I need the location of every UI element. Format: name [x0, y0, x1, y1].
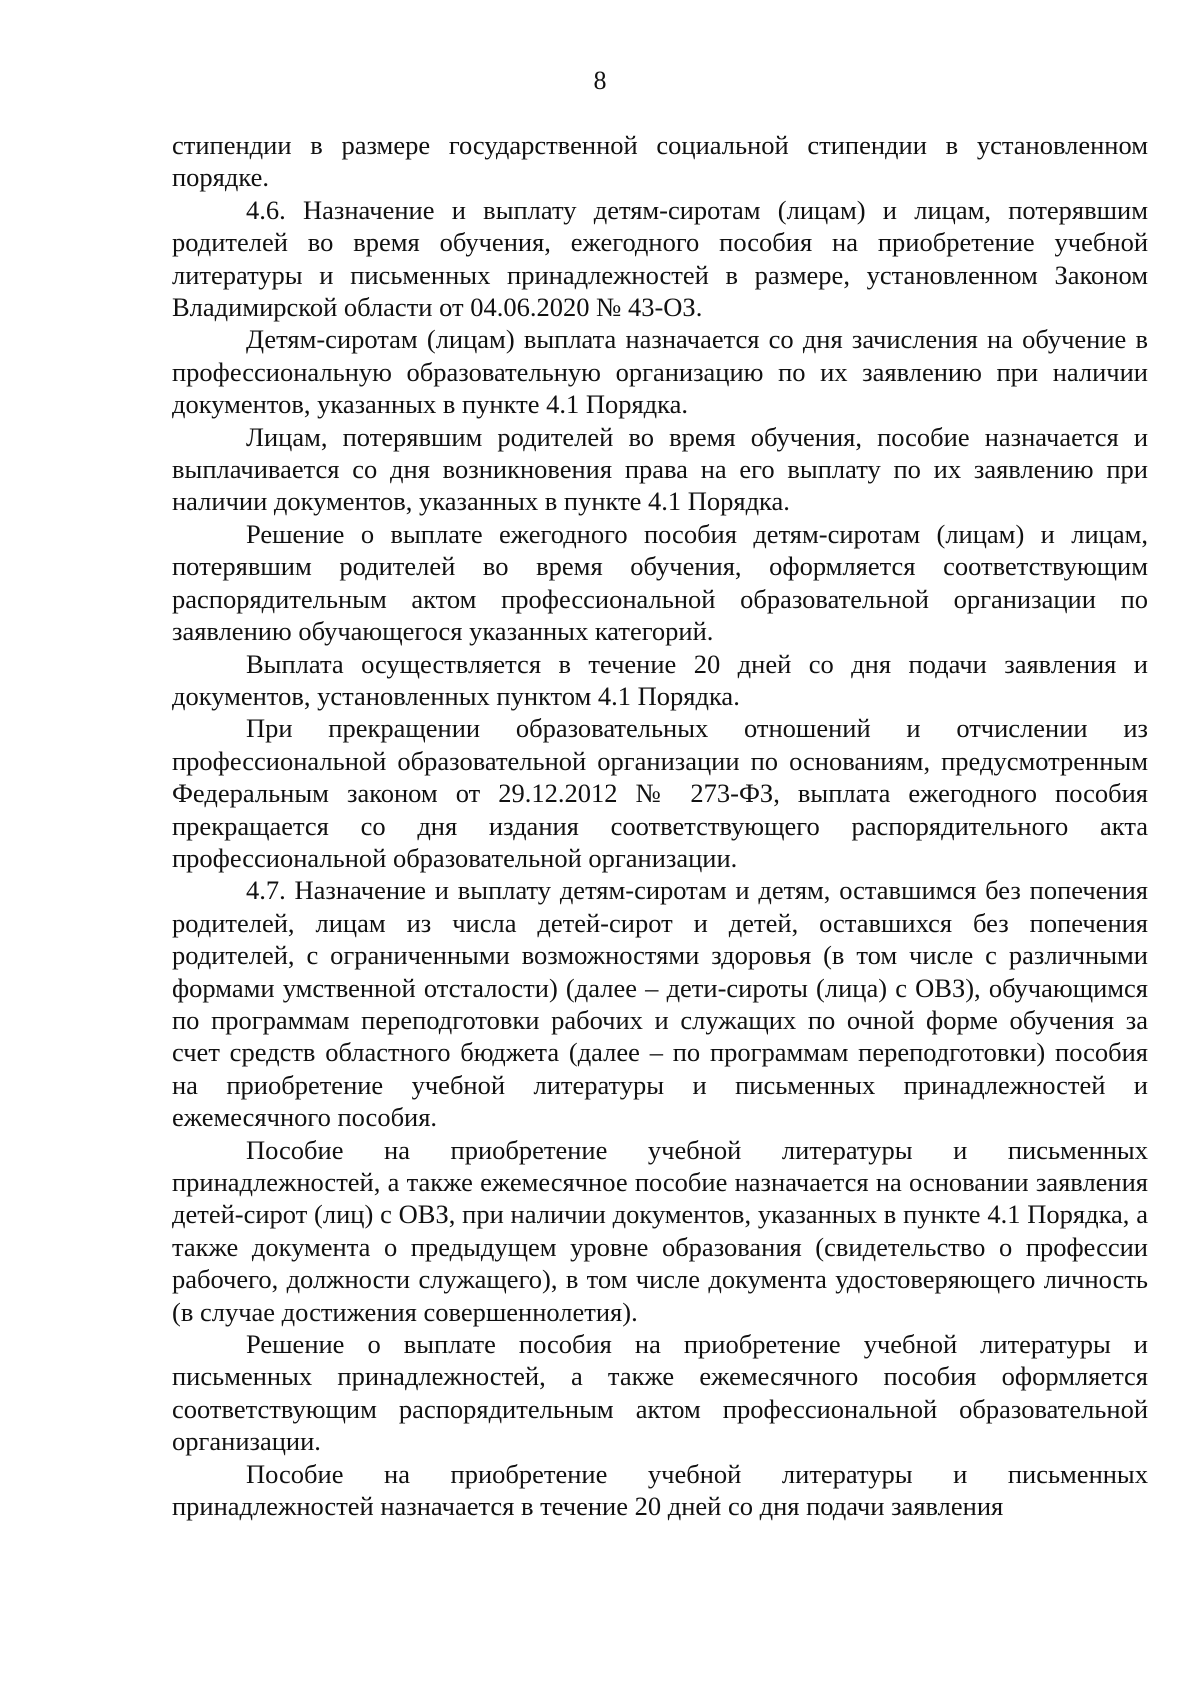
- page-number: 8: [593, 66, 607, 95]
- paragraph-orphans-payment: Детям-сиротам (лицам) выплата назначается со дня зачисления на обучение в профессиональную образовательную организацию по их заявлению при наличии документов, указанных в пункте 4.1 Порядка.: [172, 324, 1148, 420]
- paragraph-payment-decision: Решение о выплате ежегодного пособия детям-сиротам (лицам) и лицам, потерявшим родителей во время обучения, оформляется соответствующим распорядительным актом профессиональной образовательной организации по заявлению обучающегося указанных категорий.: [172, 518, 1148, 647]
- paragraph-payment-termination: При прекращении образовательных отношений и отчислении из профессиональной образовательной организации по основаниям, предусмотренным Федеральным законом от 29.12.2012 № 273-ФЗ, выплата ежегодного пособия прекращается со дня издания соответствующего распорядительного акта профессиональной образовательной организации.: [172, 713, 1148, 873]
- document-body: [172, 129, 1148, 1522]
- paragraph-payment-term: Выплата осуществляется в течение 20 дней со дня подачи заявления и документов, установленных пунктом 4.1 Порядка.: [172, 648, 1148, 711]
- paragraph-allowance-term: Пособие на приобретение учебной литературы и письменных принадлежностей назначается в течение 20 дней со дня подачи заявления: [172, 1458, 1148, 1522]
- paragraph-allowance-basis: Пособие на приобретение учебной литературы и письменных принадлежностей, а также ежемесячное пособие назначается на основании заявления детей-сирот (лиц) с ОВЗ, при наличии документов, указанных в пункте 4.1 Порядка, а также документа о предыдущем уровне образования (свидетельство о профессии рабочего, должности служащего), в том числе документа удостоверяющего личность (в случае достижения совершеннолетия).: [172, 1134, 1148, 1327]
- paragraph-allowance-decision: Решение о выплате пособия на приобретение учебной литературы и письменных принадлежностей, а также ежемесячного пособия оформляется соответствующим распорядительным актом профессиональной образовательной организации.: [172, 1329, 1148, 1457]
- paragraph-clause-4-6: 4.6. Назначение и выплату детям-сиротам (лицам) и лицам, потерявшим родителей во время обучения, ежегодного пособия на приобретение учебной литературы и письменных принадлежностей в размере, установленном Законом Владимирской области от 04.06.2020 № 43-ОЗ.: [172, 194, 1148, 323]
- paragraph-lost-parents-payment: Лицам, потерявшим родителей во время обучения, пособие назначается и выплачивается со дня возникновения права на его выплату по их заявлению при наличии документов, указанных в пункте 4.1 Порядка.: [172, 421, 1148, 517]
- paragraph-continuation: стипендии в размере государственной социальной стипендии в установленном порядке.: [172, 130, 1148, 193]
- paragraph-clause-4-7: 4.7. Назначение и выплату детям-сиротам и детям, оставшимся без попечения родителей, лицам из числа детей-сирот и детей, оставшихся без попечения родителей, с ограниченными возможностями здоровья (в том числе с различными формами умственной отсталости) (далее – дети-сироты (лица) с ОВЗ), обучающимся по программам переподготовки рабочих и служащих по очной форме обучения за счет средств областного бюджета (далее – по программам переподготовки) пособия на приобретение учебной литературы и письменных принадлежностей и ежемесячного пособия.: [172, 875, 1148, 1133]
